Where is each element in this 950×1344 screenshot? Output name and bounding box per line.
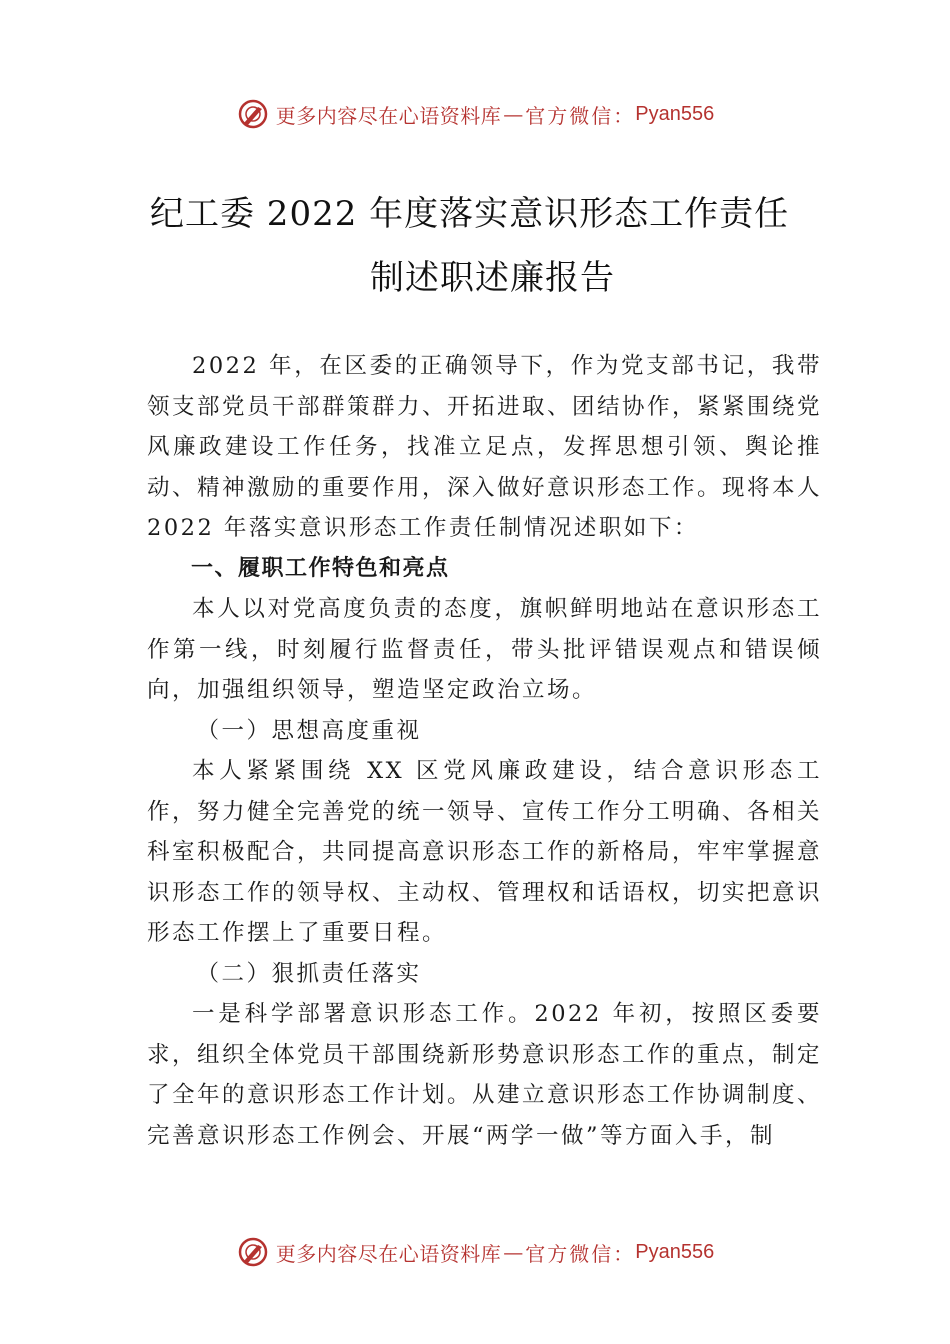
- banner-text: 更多内容尽在心语资料库: [275, 103, 502, 128]
- banner-wechat-id: Pyan556: [635, 1240, 715, 1263]
- document-title-line1: 纪工委 2022 年度落实意识形态工作责任: [150, 194, 790, 234]
- brand-logo-icon: [236, 97, 270, 131]
- paragraph-intro: 2022 年，在区委的正确领导下，作为党支部书记，我带领支部党员干部群策群力、开拓进取、团结协作，紧紧围绕党风廉政建设工作任务，找准立足点，发挥思想引领、舆论推动、精神激励的重要作用，深入做好意识形态工作。现将本人 2022 年落实意识形态工作责任制情况述职如下：: [147, 353, 823, 541]
- banner-wechat-label: 官方微信：: [525, 103, 636, 128]
- paragraph-subsection2: 一是科学部署意识形态工作。2022 年初，按照区委要求，组织全体党员干部围绕新形势意识形态工作的重点，制定了全年的意识形态工作计划。从建立意识形态工作协调制度、 完善意识形态工作例会、开展“两学一做”等方面入手，制: [147, 1001, 823, 1149]
- banner-text: 更多内容尽在心语资料库: [275, 1241, 502, 1266]
- paragraph-subsection1: 本人紧紧围绕 XX 区党风廉政建设，结合意识形态工作，努力健全完善党的统一领导、宣传工作分工明确、各相关科室积极配合，共同提高意识形态工作的新格局，牢牢掌握意识形态工作的领导权、主动权、管理权和话语权，切实把意识形态工作摆上了重要日程。: [147, 758, 823, 946]
- paragraph-section1: 本人以对党高度负责的态度，旗帜鲜明地站在意识形态工作第一线，时刻履行监督责任，带头批评错误观点和错误倾向，加强组织领导，塑造坚定政治立场。: [147, 596, 822, 703]
- banner-separator: —: [503, 1240, 524, 1264]
- subsection-heading-2: （二）狠抓责任落实: [196, 960, 422, 987]
- subsection-heading-1: （一）思想高度重视: [196, 717, 422, 744]
- section-heading-1: 一、履职工作特色和亮点: [191, 555, 450, 581]
- banner-separator: —: [503, 102, 524, 126]
- document-title-line2: 制述职述廉报告: [370, 258, 615, 298]
- document-body: [147, 346, 822, 1156]
- footer-watermark-banner: [0, 1232, 950, 1272]
- header-watermark-banner: [0, 94, 950, 134]
- banner-wechat-id: Pyan556: [635, 102, 715, 125]
- banner-wechat-label: 官方微信：: [525, 1241, 636, 1266]
- brand-logo-icon: [236, 1235, 270, 1269]
